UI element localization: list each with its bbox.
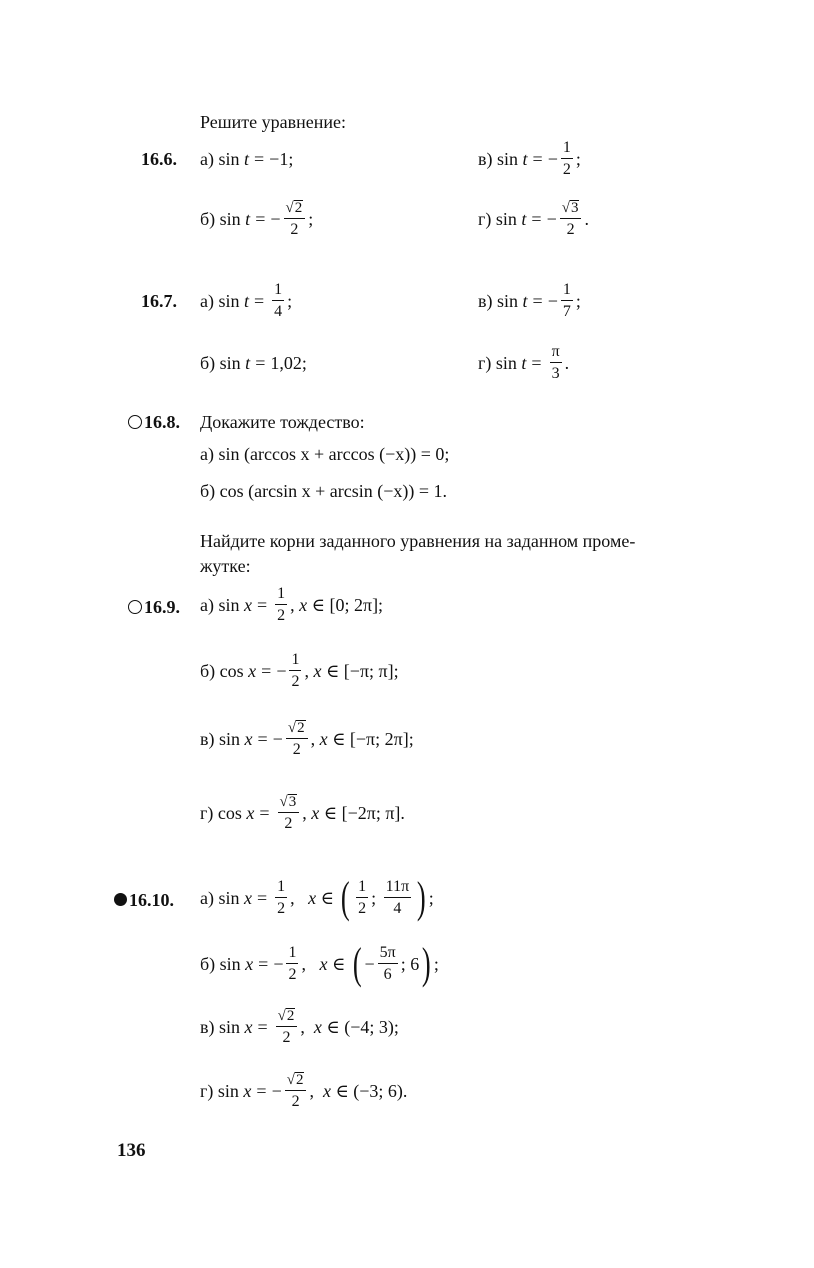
eq-16-9-v: в) sin x = − √ 2 2 , x ∈ [−π; 2π];: [200, 720, 414, 758]
prove-identity-title: Докажите тождество:: [200, 412, 365, 432]
identity-16-8-a: а) sin (arccos x + arccos (−x)) = 0;: [200, 444, 450, 464]
medium-difficulty-marker: [128, 415, 142, 429]
eq-16-10-g: г) sin x = − √ 2 2 , x ∈ (−3; 6).: [200, 1072, 408, 1110]
eq-16-10-v: в) sin x = √ 2 2 , x ∈ (−4; 3);: [200, 1008, 399, 1046]
eq-16-6-a: а) sin t = −1;: [200, 149, 294, 169]
instruction-solve: Решите уравнение:: [200, 112, 346, 132]
problem-number-16-8: 16.8.: [128, 413, 180, 431]
hard-difficulty-marker: [114, 893, 127, 906]
problem-number-16-7: 16.7.: [141, 291, 177, 311]
eq-16-9-g: г) cos x = √ 3 2 , x ∈ [−2π; π].: [200, 794, 405, 832]
problem-number-16-10: 16.10.: [114, 891, 174, 909]
eq-16-10-a: а) sin x = $\frac{1}{2}$ , x ∈ ( $\frac{1}{2}$ ; $\frac{11\pi}{4}$ ) ;: [200, 873, 434, 922]
eq-16-6-b: б) sin t = − √ 2 2 ;: [200, 200, 314, 238]
eq-16-7-g: г) sin t = $\frac{\pi}{3}$ .: [478, 343, 570, 382]
medium-difficulty-marker: [128, 600, 142, 614]
eq-16-6-g: г) sin t = − √ 3 2 .: [478, 200, 589, 238]
identity-16-8-b: б) cos (arcsin x + arcsin (−x)) = 1.: [200, 481, 448, 501]
instruction-find-roots-line1: Найдите корни заданного уравнения на заданном проме-: [200, 531, 636, 551]
page-number: 136: [117, 1140, 146, 1161]
problem-number-16-6: 16.6.: [141, 149, 177, 169]
eq-16-7-b: б) sin t = 1,02;: [200, 353, 307, 373]
eq-16-9-a: а) sin x = $\frac{1}{2}$ , x ∈ [0; 2π];: [200, 585, 384, 624]
eq-16-9-b: б) cos x = − $\frac{1}{2}$ , x ∈ [−π; π];: [200, 651, 399, 690]
eq-16-10-b: б) sin x = − $\frac{1}{2}$ , x ∈ ( − $\frac{5\pi}{6}$ ; 6 ) ;: [200, 939, 439, 988]
eq-16-7-v: в) sin t = − $\frac{1}{7}$ ;: [478, 281, 581, 320]
eq-16-6-v: в) sin t = − $\frac{1}{2}$ ;: [478, 139, 581, 178]
eq-16-7-a: а) sin t = $\frac{1}{4}$ ;: [200, 281, 293, 320]
instruction-find-roots-line2: жутке:: [200, 556, 251, 576]
problem-number-16-9: 16.9.: [128, 598, 180, 616]
